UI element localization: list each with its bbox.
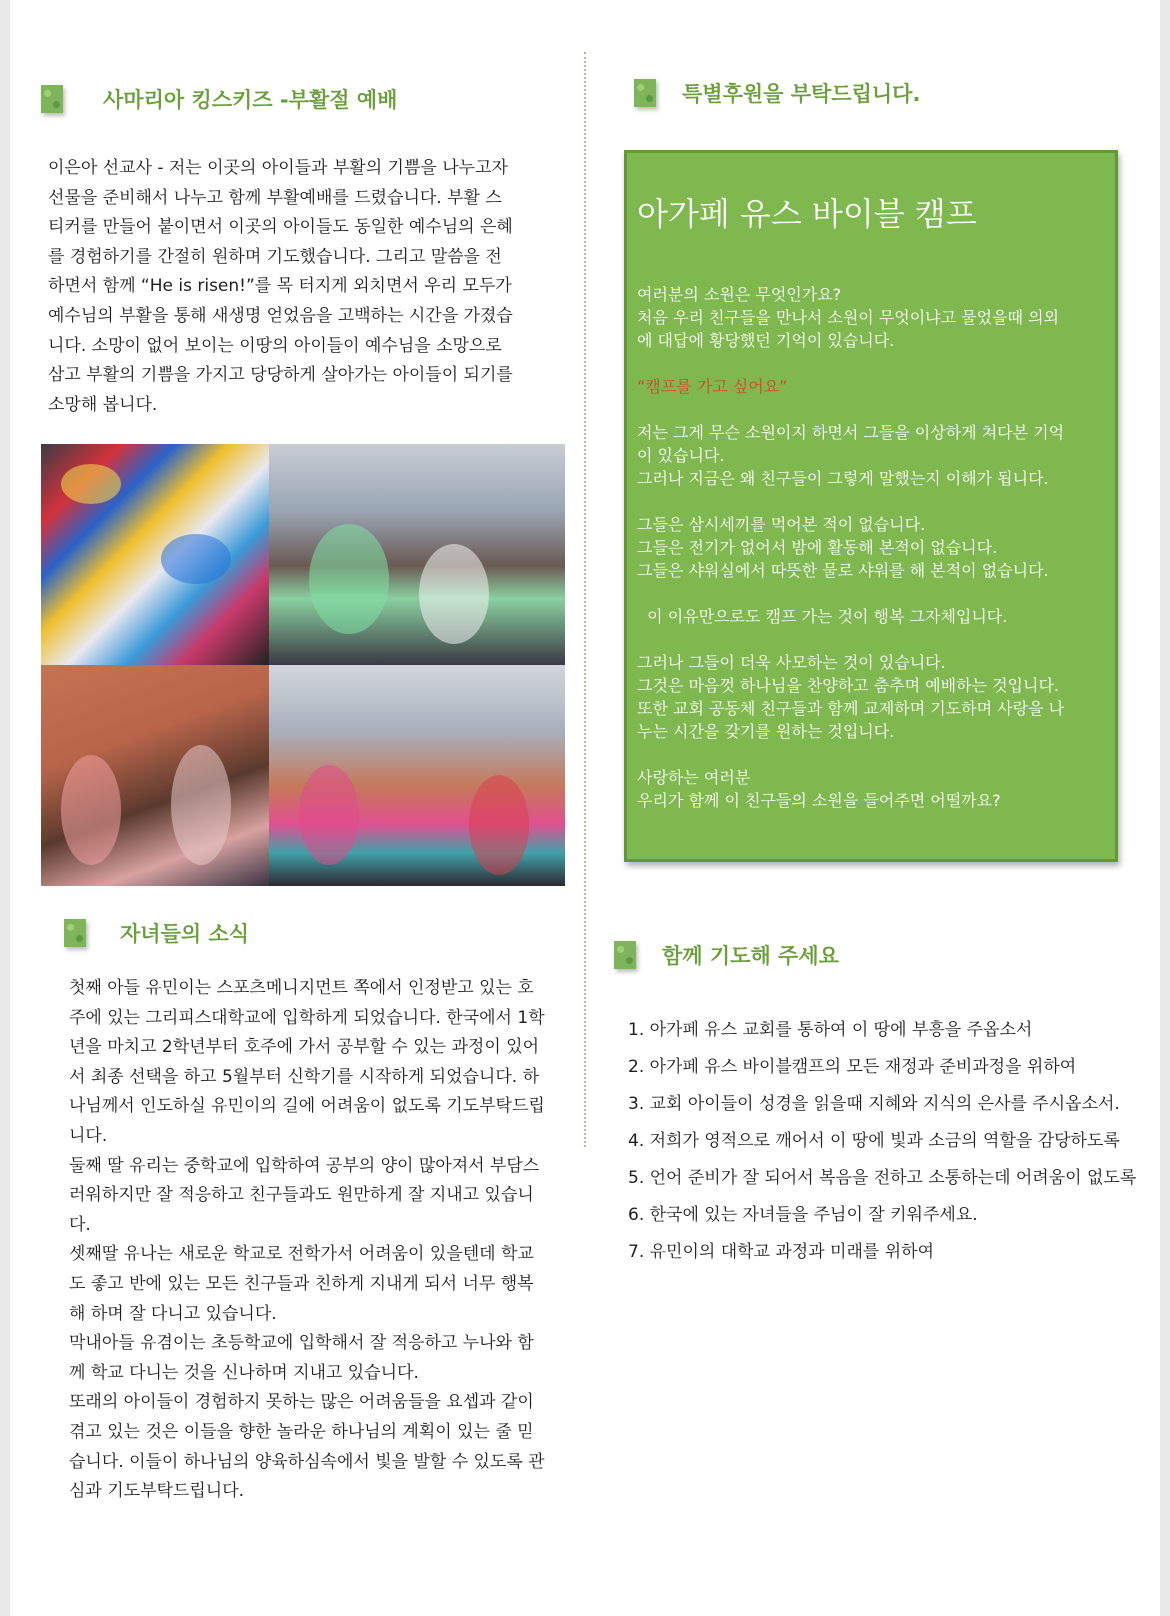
camp-line: 그러나 그들이 더욱 사모하는 것이 있습니다. [637,653,946,672]
camp-line: 그러나 지금은 왜 친구들이 그렇게 말했는지 이해가 됩니다. [637,469,1049,488]
camp-line: 그들은 삼시세끼를 먹어본 적이 없습니다. [637,515,926,534]
newsletter-page [10,0,1160,1616]
text-line: 이은아 선교사 - 저는 이곳의 아이들과 부활의 기쁨을 나누고자 [48,158,508,178]
camp-line: 저는 그게 무슨 소원이지 하면서 그들을 이상하게 쳐다본 기억 [637,423,1065,442]
camp-line: 이 있습니다. [637,446,725,465]
section-heading-children [64,918,249,948]
camp-line: 누는 시간을 갖기를 원하는 것입니다. [637,722,895,741]
prayer-list [628,1012,1136,1271]
photo-children-worship [269,444,565,665]
column-divider [584,52,586,1147]
text-line: 겪고 있는 것은 이들을 향한 놀라운 하나님의 계획이 있는 줄 믿 [69,1421,534,1442]
text-line: 막내아들 유겸이는 초등학교에 입학해서 잘 적응하고 누나와 함 [69,1333,534,1354]
prayer-item: 4. 저희가 영적으로 깨어서 이 땅에 빛과 소금의 역할을 감당하도록 [628,1131,1120,1151]
green-square-icon [614,941,636,969]
green-square-icon [41,85,63,113]
text-line: 주에 있는 그리피스대학교에 입학하게 되었습니다. 한국에서 1학 [69,1007,545,1028]
camp-line: 그것은 마음껏 하나님을 찬양하고 춤추며 예배하는 것입니다. [637,676,1060,695]
photo-children-praise [269,665,565,886]
text-line: 니다. [69,1125,108,1146]
text-line: 또래의 아이들이 경험하지 못하는 많은 어려움들을 요셉과 같이 [69,1392,534,1413]
section-heading-prayer [614,940,839,970]
text-line: 다. [69,1214,91,1235]
photo-children-group [41,665,269,886]
text-line: 해 하며 잘 다니고 있습니다. [69,1303,277,1324]
text-line: 도 좋고 반에 있는 모든 친구들과 친하게 지내게 되서 너무 행복 [69,1273,534,1294]
camp-line: 사랑하는 여러분 [637,768,751,787]
photo-collage [41,444,565,886]
text-line: 심과 기도부탁드립니다. [69,1481,245,1502]
text-line: 셋째딸 유나는 새로운 학교로 전학가서 어려움이 있을텐데 학교 [69,1244,534,1265]
prayer-item: 5. 언어 준비가 잘 되어서 복음을 전하고 소통하는데 어려움이 없도록 [628,1168,1137,1188]
camp-line: 에 대답에 황당했던 기억이 있습니다. [637,331,895,350]
heading-text: 특별후원을 부탁드립니다. [682,82,921,106]
section-heading-support [634,78,920,108]
camp-line: 그들은 전기가 없어서 밤에 활동해 본적이 없습니다. [637,538,998,557]
prayer-item: 6. 한국에 있는 자녀들을 주님이 잘 키워주세요. [628,1205,978,1225]
camp-title: 아가페 유스 바이블 캠프 [637,195,977,233]
text-line: 선물을 준비해서 나누고 함께 부활예배를 드렸습니다. 부활 스 [48,187,502,208]
green-square-icon [64,919,86,947]
text-line: 나님께서 인도하실 유민이의 길에 어려움이 없도록 기도부탁드립 [69,1096,545,1117]
prayer-item: 2. 아가페 유스 바이블캠프의 모든 재정과 준비과정을 위하여 [628,1057,1077,1077]
photo-gifts [41,444,269,665]
text-line: 러워하지만 잘 적응하고 친구들과도 원만하게 잘 지내고 있습니 [69,1185,534,1206]
camp-line: 우리가 함께 이 친구들의 소원을 들어주면 어떨까요? [637,791,1001,810]
text-line: 예수님의 부활을 통해 새생명 얻었음을 고백하는 시간을 가졌습 [48,305,513,326]
text-line: 둘째 딸 유리는 중학교에 입학하여 공부의 양이 많아져서 부담스 [69,1155,540,1176]
camp-line: 여러분의 소원은 무엇인가요? [637,285,842,304]
children-news-paragraph [69,974,545,1507]
camp-info-box [624,150,1118,862]
text-line: 를 경험하기를 간절히 원하며 기도했습니다. 그리고 말씀을 전 [48,246,502,267]
text-line: 습니다. 이들이 하나님의 양육하심속에서 빛을 발할 수 있도록 관 [69,1451,545,1472]
camp-quote: “캠프를 가고 싶어요” [637,377,788,396]
camp-line: 그들은 샤워실에서 따뜻한 물로 샤워를 해 본적이 없습니다. [637,561,1049,580]
heading-text: 사마리아 킹스키즈 -부활절 예배 [103,88,398,112]
text-line: 년을 마치고 2학년부터 호주에 가서 공부할 수 있는 과정이 있어 [69,1037,539,1058]
prayer-item: 7. 유민이의 대학교 과정과 미래를 위하여 [628,1242,934,1262]
prayer-item: 3. 교회 아이들이 성경을 읽을때 지혜와 지식의 은사를 주시옵소서. [628,1094,1120,1114]
text-line: 께 학교 다니는 것을 신나하며 지내고 있습니다. [69,1362,419,1383]
heading-text: 함께 기도해 주세요 [662,944,839,968]
text-line: 삼고 부활의 기쁨을 가지고 당당하게 살아가는 아이들이 되기를 [48,365,513,386]
text-line: 니다. 소망이 없어 보이는 이땅의 아이들이 예수님을 소망으로 [48,335,502,356]
camp-line: 처음 우리 친구들을 만나서 소원이 무엇이냐고 물었을때 의외 [637,308,1060,327]
prayer-item: 1. 아가페 유스 교회를 통하여 이 땅에 부흥을 주옵소서 [628,1020,1033,1040]
text-line: 하면서 함께 “He is risen!”를 목 터지게 외치면서 우리 모두가 [48,276,512,297]
text-line: 첫째 아들 유민이는 스포츠메니지먼트 쪽에서 인정받고 있는 호 [69,978,534,998]
heading-text: 자녀들의 소식 [120,922,250,946]
text-line: 티커를 만들어 붙이면서 이곳의 아이들도 동일한 예수님의 은혜 [48,217,513,238]
section-heading-easter [41,84,397,114]
camp-line: 또한 교회 공동체 친구들과 함께 교제하며 기도하며 사랑을 나 [637,699,1065,718]
green-square-icon [634,79,656,107]
text-line: 서 최종 선택을 하고 5월부터 신학기를 시작하게 되었습니다. 하 [69,1066,539,1087]
camp-line: 이 이유만으로도 캠프 가는 것이 행복 그자체입니다. [637,607,1008,626]
text-line: 소망해 봅니다. [48,394,158,415]
easter-paragraph [48,154,513,420]
